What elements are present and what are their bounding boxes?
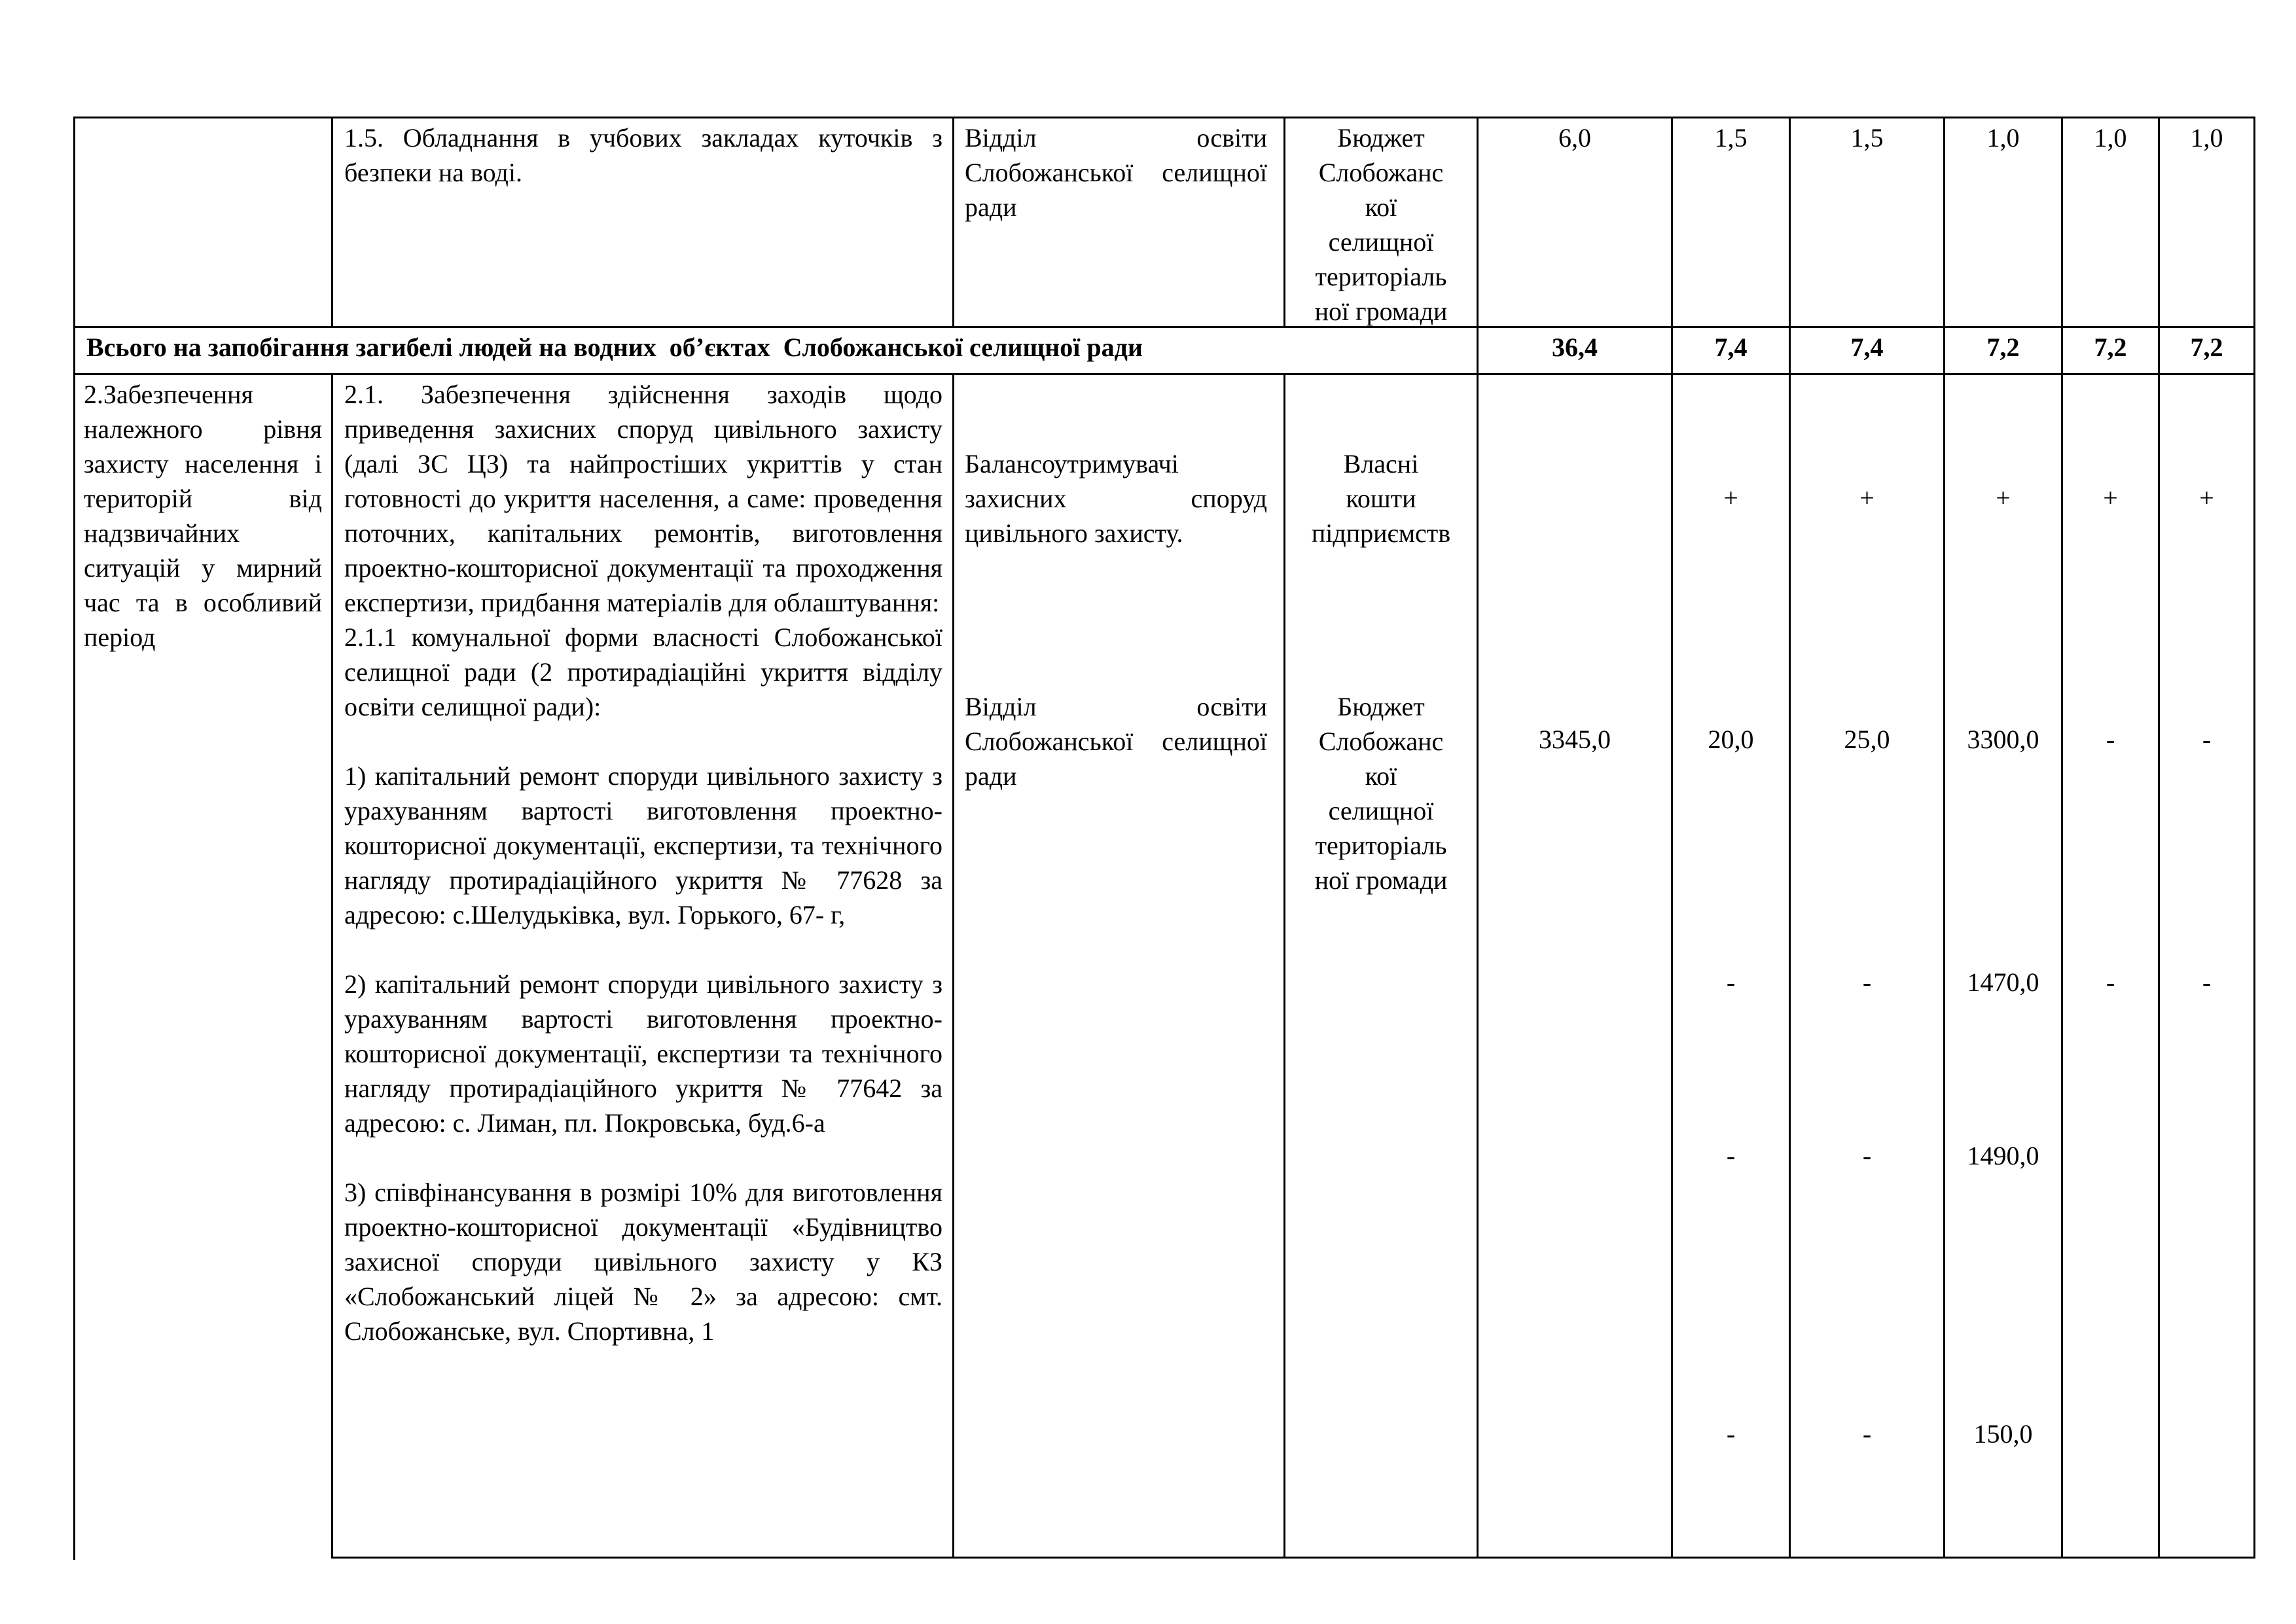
value-year: 3300,0 (1967, 725, 2039, 754)
row-divider (73, 326, 2255, 328)
source-line: ної громади (1314, 865, 1448, 895)
value-plus: + (1723, 483, 1738, 513)
value-year: - (2106, 967, 2115, 997)
value-plus: + (1996, 483, 2011, 513)
value-plus: + (2199, 483, 2214, 513)
column-divider (73, 117, 75, 1560)
column-divider (1283, 373, 1285, 1559)
source-line: ної громади (1314, 297, 1448, 326)
value-year: 1,0 (1986, 123, 2020, 153)
value-year: - (1862, 1419, 1872, 1449)
table-border-right (2253, 117, 2255, 1559)
source-line: селищної (1328, 227, 1434, 257)
value-year: 1,5 (1714, 123, 1748, 153)
source-2-1-1 (1285, 689, 1477, 897)
column-divider (331, 373, 333, 1559)
source-line: територіаль (1315, 262, 1447, 291)
source-line: Бюджет (1337, 123, 1425, 153)
total-value: 7,2 (2190, 333, 2223, 362)
total-value: 7,2 (1986, 333, 2020, 362)
value-year: 1,0 (2190, 123, 2223, 153)
measure-2-1-1: 2.1.1 комунальної форми власності Слобожанської селищної ради (2 протирадіаційні укриття відділу освіти селищної ради): (344, 623, 942, 721)
value-year: - (1726, 967, 1736, 997)
value-plus: + (1859, 483, 1874, 513)
value-year: - (2202, 725, 2212, 754)
source-line: кошти (1346, 484, 1416, 513)
measure-1-5: 1.5. Обладнання в учбових закладах куточків з безпеки на воді. (344, 123, 942, 187)
executor-2-1-1: Відділ освіти Слобожанської селищної ради (965, 692, 1267, 791)
measure-item-3: 3) співфінансування в розмірі 10% для виготовлення проектно-кошторисної документації «Будівництво захисної споруди цивільного захисту у КЗ «Слобожанський ліцей № 2» за адресою: смт. Слобожанське, вул. Спортивна, 1 (344, 1178, 942, 1346)
value-total: 3345,0 (1539, 725, 1611, 754)
executor-1-5: Відділ освіти Слобожанської селищної ради (965, 123, 1267, 222)
value-year: 20,0 (1708, 725, 1754, 754)
value-year: - (2106, 725, 2115, 754)
source-line: Слобожанс (1318, 158, 1444, 187)
measure-2-1: 2.1. Забезпечення здійснення заходів щодо приведення захисних споруд цивільного захисту (далі ЗС ЦЗ) та найпростіших укриттів у стан готовності до укриття населення, а саме: проведення поточних, капітальних ремонтів, виготовлення проектно-кошторисної документації та проходження експертизи, придбання матеріалів для облаштування: (344, 380, 942, 617)
value-total: 6,0 (1558, 123, 1591, 153)
source-line: кої (1365, 192, 1397, 222)
source-1-5 (1285, 120, 1477, 329)
source-line: Бюджет (1337, 692, 1425, 721)
table-border-top (73, 117, 2255, 118)
source-line: селищної (1328, 796, 1434, 825)
source-line: підприємств (1311, 518, 1451, 548)
total-value: 7,4 (1850, 333, 1884, 362)
source-line: територіаль (1315, 831, 1447, 860)
total-value: 7,4 (1714, 333, 1748, 362)
row-divider (73, 373, 2255, 375)
value-plus: + (2103, 483, 2118, 513)
measure-item-2: 2) капітальний ремонт споруди цивільного захисту з урахуванням вартості виготовлення проектно-кошторисної документації, експертизи та технічного нагляду протирадіаційного укриття № 77642 за адресою: с. Лиман, пл. Покровська, буд.6-а (344, 969, 942, 1138)
column-divider (331, 117, 333, 327)
source-2-1 (1285, 446, 1477, 550)
total-value: 36,4 (1552, 333, 1598, 362)
total-value: 7,2 (2094, 333, 2127, 362)
source-line: Власні (1343, 449, 1419, 478)
value-year: 25,0 (1844, 725, 1890, 754)
table-border-bottom (331, 1557, 2255, 1559)
value-year: - (1862, 967, 1872, 997)
measure-item-1: 1) капітальний ремонт споруди цивільного захисту з урахуванням вартості виготовлення проектно-кошторисної документації, експертизи, та технічного нагляду протирадіаційного укриття № 77628 за адресою: с.Шелудьківка, вул. Горького, 67- г, (344, 761, 942, 929)
column-divider (952, 117, 954, 327)
value-year: 1490,0 (1967, 1141, 2039, 1170)
measures-2 (344, 377, 942, 1348)
executor-2-1: Балансоутримувачі захисних споруд цивільного захисту. (965, 449, 1267, 548)
value-year: - (1726, 1141, 1736, 1170)
total-label: Всього на запобігання загибелі людей на водних об’єктах Слобожанської селищної ради (86, 333, 1143, 362)
value-year: - (1862, 1141, 1872, 1170)
value-year: - (1726, 1419, 1736, 1449)
task-2: 2.Забезпечення належного рівня захисту населення і територій від надзвичайних ситуацій у мирний час та в особливий період (84, 380, 322, 652)
value-year: 150,0 (1973, 1419, 2033, 1449)
value-year: 1,0 (2094, 123, 2127, 153)
value-year: - (2202, 967, 2212, 997)
column-divider (952, 373, 954, 1559)
source-line: Слобожанс (1318, 727, 1444, 756)
source-line: кої (1365, 761, 1397, 791)
value-year: 1470,0 (1967, 967, 2039, 997)
value-year: 1,5 (1850, 123, 1884, 153)
